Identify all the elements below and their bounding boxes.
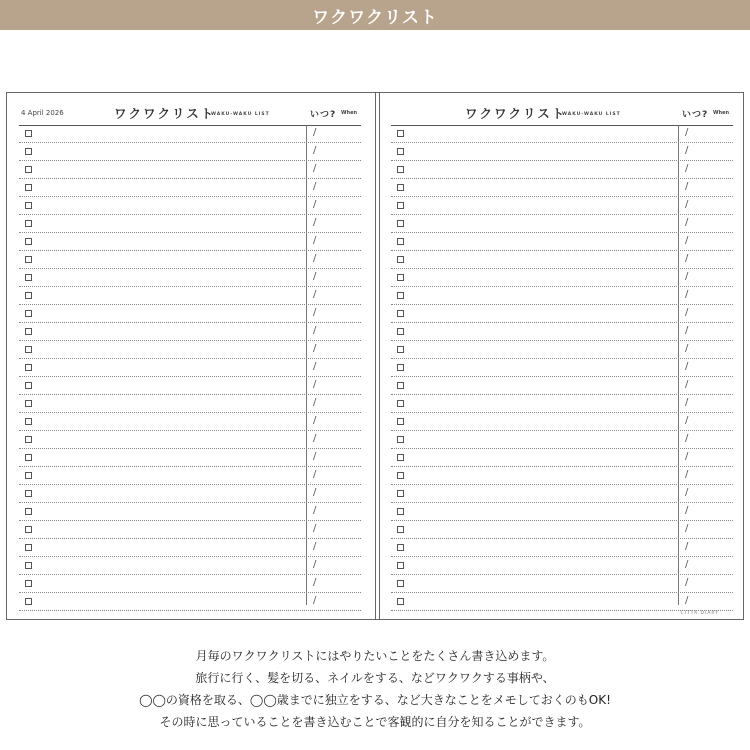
caption-line: 旅行に行く、髪を切る、ネイルをする、などワクワクする事柄や、 — [195, 671, 555, 685]
caption — [0, 645, 750, 733]
date-slash: / — [313, 451, 317, 462]
list-row — [19, 395, 361, 413]
date-slash: / — [685, 307, 689, 318]
checkbox-icon[interactable] — [25, 220, 32, 227]
checkbox-icon[interactable] — [25, 454, 32, 461]
list-row — [19, 251, 361, 269]
checkbox-icon[interactable] — [25, 310, 32, 317]
list-row — [19, 431, 361, 449]
date-slash: / — [313, 487, 317, 498]
checkbox-icon[interactable] — [397, 526, 404, 533]
checkbox-icon[interactable] — [25, 328, 32, 335]
list-row — [391, 143, 733, 161]
date-slash: / — [313, 469, 317, 480]
checkbox-icon[interactable] — [397, 274, 404, 281]
list-row — [391, 485, 733, 503]
checkbox-icon[interactable] — [25, 508, 32, 515]
date-slash: / — [313, 163, 317, 174]
diary-spread — [6, 92, 744, 620]
list-row — [391, 197, 733, 215]
list-row — [19, 503, 361, 521]
checkbox-icon[interactable] — [397, 310, 404, 317]
list-row — [19, 359, 361, 377]
checkbox-icon[interactable] — [25, 184, 32, 191]
list-row — [19, 413, 361, 431]
date-slash: / — [313, 541, 317, 552]
right-list-rows — [391, 125, 733, 611]
date-slash: / — [313, 577, 317, 588]
list-row — [391, 449, 733, 467]
list-row — [19, 125, 361, 143]
page-subtitle: WAKU-WAKU LIST — [211, 112, 270, 117]
list-row — [391, 539, 733, 557]
date-slash: / — [313, 181, 317, 192]
date-slash: / — [685, 559, 689, 570]
date-slash: / — [313, 379, 317, 390]
date-slash: / — [313, 127, 317, 138]
checkbox-icon[interactable] — [397, 490, 404, 497]
date-slash: / — [685, 127, 689, 138]
list-row — [19, 269, 361, 287]
date-slash: / — [685, 325, 689, 336]
list-row — [19, 305, 361, 323]
list-row — [391, 233, 733, 251]
list-row — [19, 143, 361, 161]
right-page — [391, 93, 733, 619]
list-row — [391, 179, 733, 197]
date-slash: / — [685, 145, 689, 156]
date-slash: / — [313, 145, 317, 156]
list-row — [19, 341, 361, 359]
date-slash: / — [313, 433, 317, 444]
page-title: ワクワクリスト — [114, 106, 216, 121]
date-slash: / — [313, 415, 317, 426]
date-slash: / — [313, 505, 317, 516]
caption-line: 月毎のワクワクリストにはやりたいことをたくさん書き込めます。 — [195, 649, 555, 663]
date-slash: / — [685, 163, 689, 174]
checkbox-icon[interactable] — [397, 562, 404, 569]
date-slash: / — [685, 343, 689, 354]
brand-mark: CITTA DIARY — [680, 611, 719, 616]
checkbox-icon[interactable] — [397, 292, 404, 299]
checkbox-icon[interactable] — [397, 382, 404, 389]
checkbox-icon[interactable] — [25, 238, 32, 245]
date-slash: / — [685, 181, 689, 192]
when-column-sublabel: When — [713, 110, 730, 116]
banner-title: ワクワクリスト — [312, 7, 438, 28]
date-slash: / — [313, 289, 317, 300]
date-slash: / — [685, 397, 689, 408]
date-slash: / — [313, 307, 317, 318]
date-slash: / — [685, 271, 689, 282]
page-subtitle: WAKU-WAKU LIST — [562, 112, 621, 117]
date-slash: / — [685, 577, 689, 588]
date-slash: / — [685, 433, 689, 444]
list-row — [391, 341, 733, 359]
caption-line: ◯◯の資格を取る、◯◯歳までに独立をする、など大きなことをメモしておくのもOK! — [139, 693, 611, 707]
header-banner — [0, 0, 750, 30]
checkbox-icon[interactable] — [397, 148, 404, 155]
list-row — [391, 359, 733, 377]
checkbox-icon[interactable] — [397, 436, 404, 443]
date-slash: / — [685, 523, 689, 534]
list-row — [391, 305, 733, 323]
date-slash: / — [685, 379, 689, 390]
list-row — [19, 449, 361, 467]
list-row — [19, 593, 361, 611]
list-row — [19, 323, 361, 341]
right-page-header — [391, 93, 733, 126]
list-row — [19, 161, 361, 179]
date-slash: / — [685, 451, 689, 462]
list-row — [19, 485, 361, 503]
date-slash: / — [313, 253, 317, 264]
checkbox-icon[interactable] — [397, 202, 404, 209]
checkbox-icon[interactable] — [397, 364, 404, 371]
checkbox-icon[interactable] — [25, 148, 32, 155]
date-slash: / — [313, 523, 317, 534]
list-row — [19, 179, 361, 197]
checkbox-icon[interactable] — [25, 472, 32, 479]
checkbox-icon[interactable] — [397, 130, 404, 137]
date-slash: / — [313, 595, 317, 606]
when-column-label: いつ? — [682, 110, 709, 120]
checkbox-icon[interactable] — [25, 400, 32, 407]
date-slash: / — [313, 235, 317, 246]
list-row — [391, 557, 733, 575]
caption-line: その時に思っていることを書き込むことで客観的に自分を知ることができます。 — [159, 715, 591, 729]
list-row — [391, 467, 733, 485]
when-column-sublabel: When — [341, 110, 358, 116]
checkbox-icon[interactable] — [397, 598, 404, 605]
date-slash: / — [685, 253, 689, 264]
page-title: ワクワクリスト — [465, 106, 567, 121]
list-row — [19, 521, 361, 539]
checkbox-icon[interactable] — [25, 418, 32, 425]
date-slash: / — [685, 361, 689, 372]
checkbox-icon[interactable] — [397, 400, 404, 407]
checkbox-icon[interactable] — [25, 562, 32, 569]
checkbox-icon[interactable] — [25, 166, 32, 173]
list-row — [19, 197, 361, 215]
date-slash: / — [685, 199, 689, 210]
list-row — [391, 125, 733, 143]
date-slash: / — [685, 487, 689, 498]
list-row — [391, 575, 733, 593]
date-slash: / — [313, 343, 317, 354]
list-row — [19, 377, 361, 395]
list-row — [19, 215, 361, 233]
list-row — [391, 251, 733, 269]
left-page-header — [19, 93, 361, 126]
checkbox-icon[interactable] — [25, 580, 32, 587]
list-row — [19, 575, 361, 593]
checkbox-icon[interactable] — [25, 364, 32, 371]
date-slash: / — [685, 469, 689, 480]
list-row — [391, 413, 733, 431]
list-row — [391, 521, 733, 539]
date-slash: / — [685, 235, 689, 246]
checkbox-icon[interactable] — [25, 526, 32, 533]
checkbox-icon[interactable] — [397, 346, 404, 353]
checkbox-icon[interactable] — [397, 328, 404, 335]
checkbox-icon[interactable] — [397, 454, 404, 461]
checkbox-icon[interactable] — [397, 220, 404, 227]
left-list-rows — [19, 125, 361, 611]
list-row — [19, 233, 361, 251]
checkbox-icon[interactable] — [25, 436, 32, 443]
checkbox-icon[interactable] — [397, 580, 404, 587]
checkbox-icon[interactable] — [25, 598, 32, 605]
date-slash: / — [685, 595, 689, 606]
list-row — [391, 161, 733, 179]
list-row — [391, 269, 733, 287]
checkbox-icon[interactable] — [25, 202, 32, 209]
date-slash: / — [313, 559, 317, 570]
list-row — [391, 395, 733, 413]
list-row — [19, 287, 361, 305]
checkbox-icon[interactable] — [397, 238, 404, 245]
checkbox-icon[interactable] — [397, 508, 404, 515]
when-column-label: いつ? — [310, 110, 337, 120]
date-slash: / — [685, 289, 689, 300]
date-slash: / — [685, 415, 689, 426]
list-row — [391, 215, 733, 233]
page-date: 4 April 2026 — [21, 109, 64, 117]
checkbox-icon[interactable] — [25, 346, 32, 353]
checkbox-icon[interactable] — [397, 256, 404, 263]
checkbox-icon[interactable] — [397, 544, 404, 551]
date-slash: / — [313, 325, 317, 336]
date-slash: / — [313, 271, 317, 282]
date-slash: / — [685, 541, 689, 552]
list-row — [391, 431, 733, 449]
list-row — [391, 377, 733, 395]
checkbox-icon[interactable] — [25, 382, 32, 389]
date-slash: / — [685, 505, 689, 516]
checkbox-icon[interactable] — [25, 130, 32, 137]
date-slash: / — [313, 199, 317, 210]
spine-divider — [375, 93, 380, 619]
checkbox-icon[interactable] — [25, 490, 32, 497]
list-row — [19, 467, 361, 485]
list-row — [19, 557, 361, 575]
list-row — [19, 539, 361, 557]
checkbox-icon[interactable] — [25, 256, 32, 263]
list-row — [391, 503, 733, 521]
list-row — [391, 593, 733, 611]
checkbox-icon[interactable] — [25, 274, 32, 281]
checkbox-icon[interactable] — [25, 544, 32, 551]
date-slash: / — [685, 217, 689, 228]
checkbox-icon[interactable] — [397, 418, 404, 425]
checkbox-icon[interactable] — [397, 472, 404, 479]
date-slash: / — [313, 361, 317, 372]
list-row — [391, 287, 733, 305]
left-page — [19, 93, 361, 619]
list-row — [391, 323, 733, 341]
checkbox-icon[interactable] — [25, 292, 32, 299]
checkbox-icon[interactable] — [397, 166, 404, 173]
date-slash: / — [313, 217, 317, 228]
date-slash: / — [313, 397, 317, 408]
checkbox-icon[interactable] — [397, 184, 404, 191]
